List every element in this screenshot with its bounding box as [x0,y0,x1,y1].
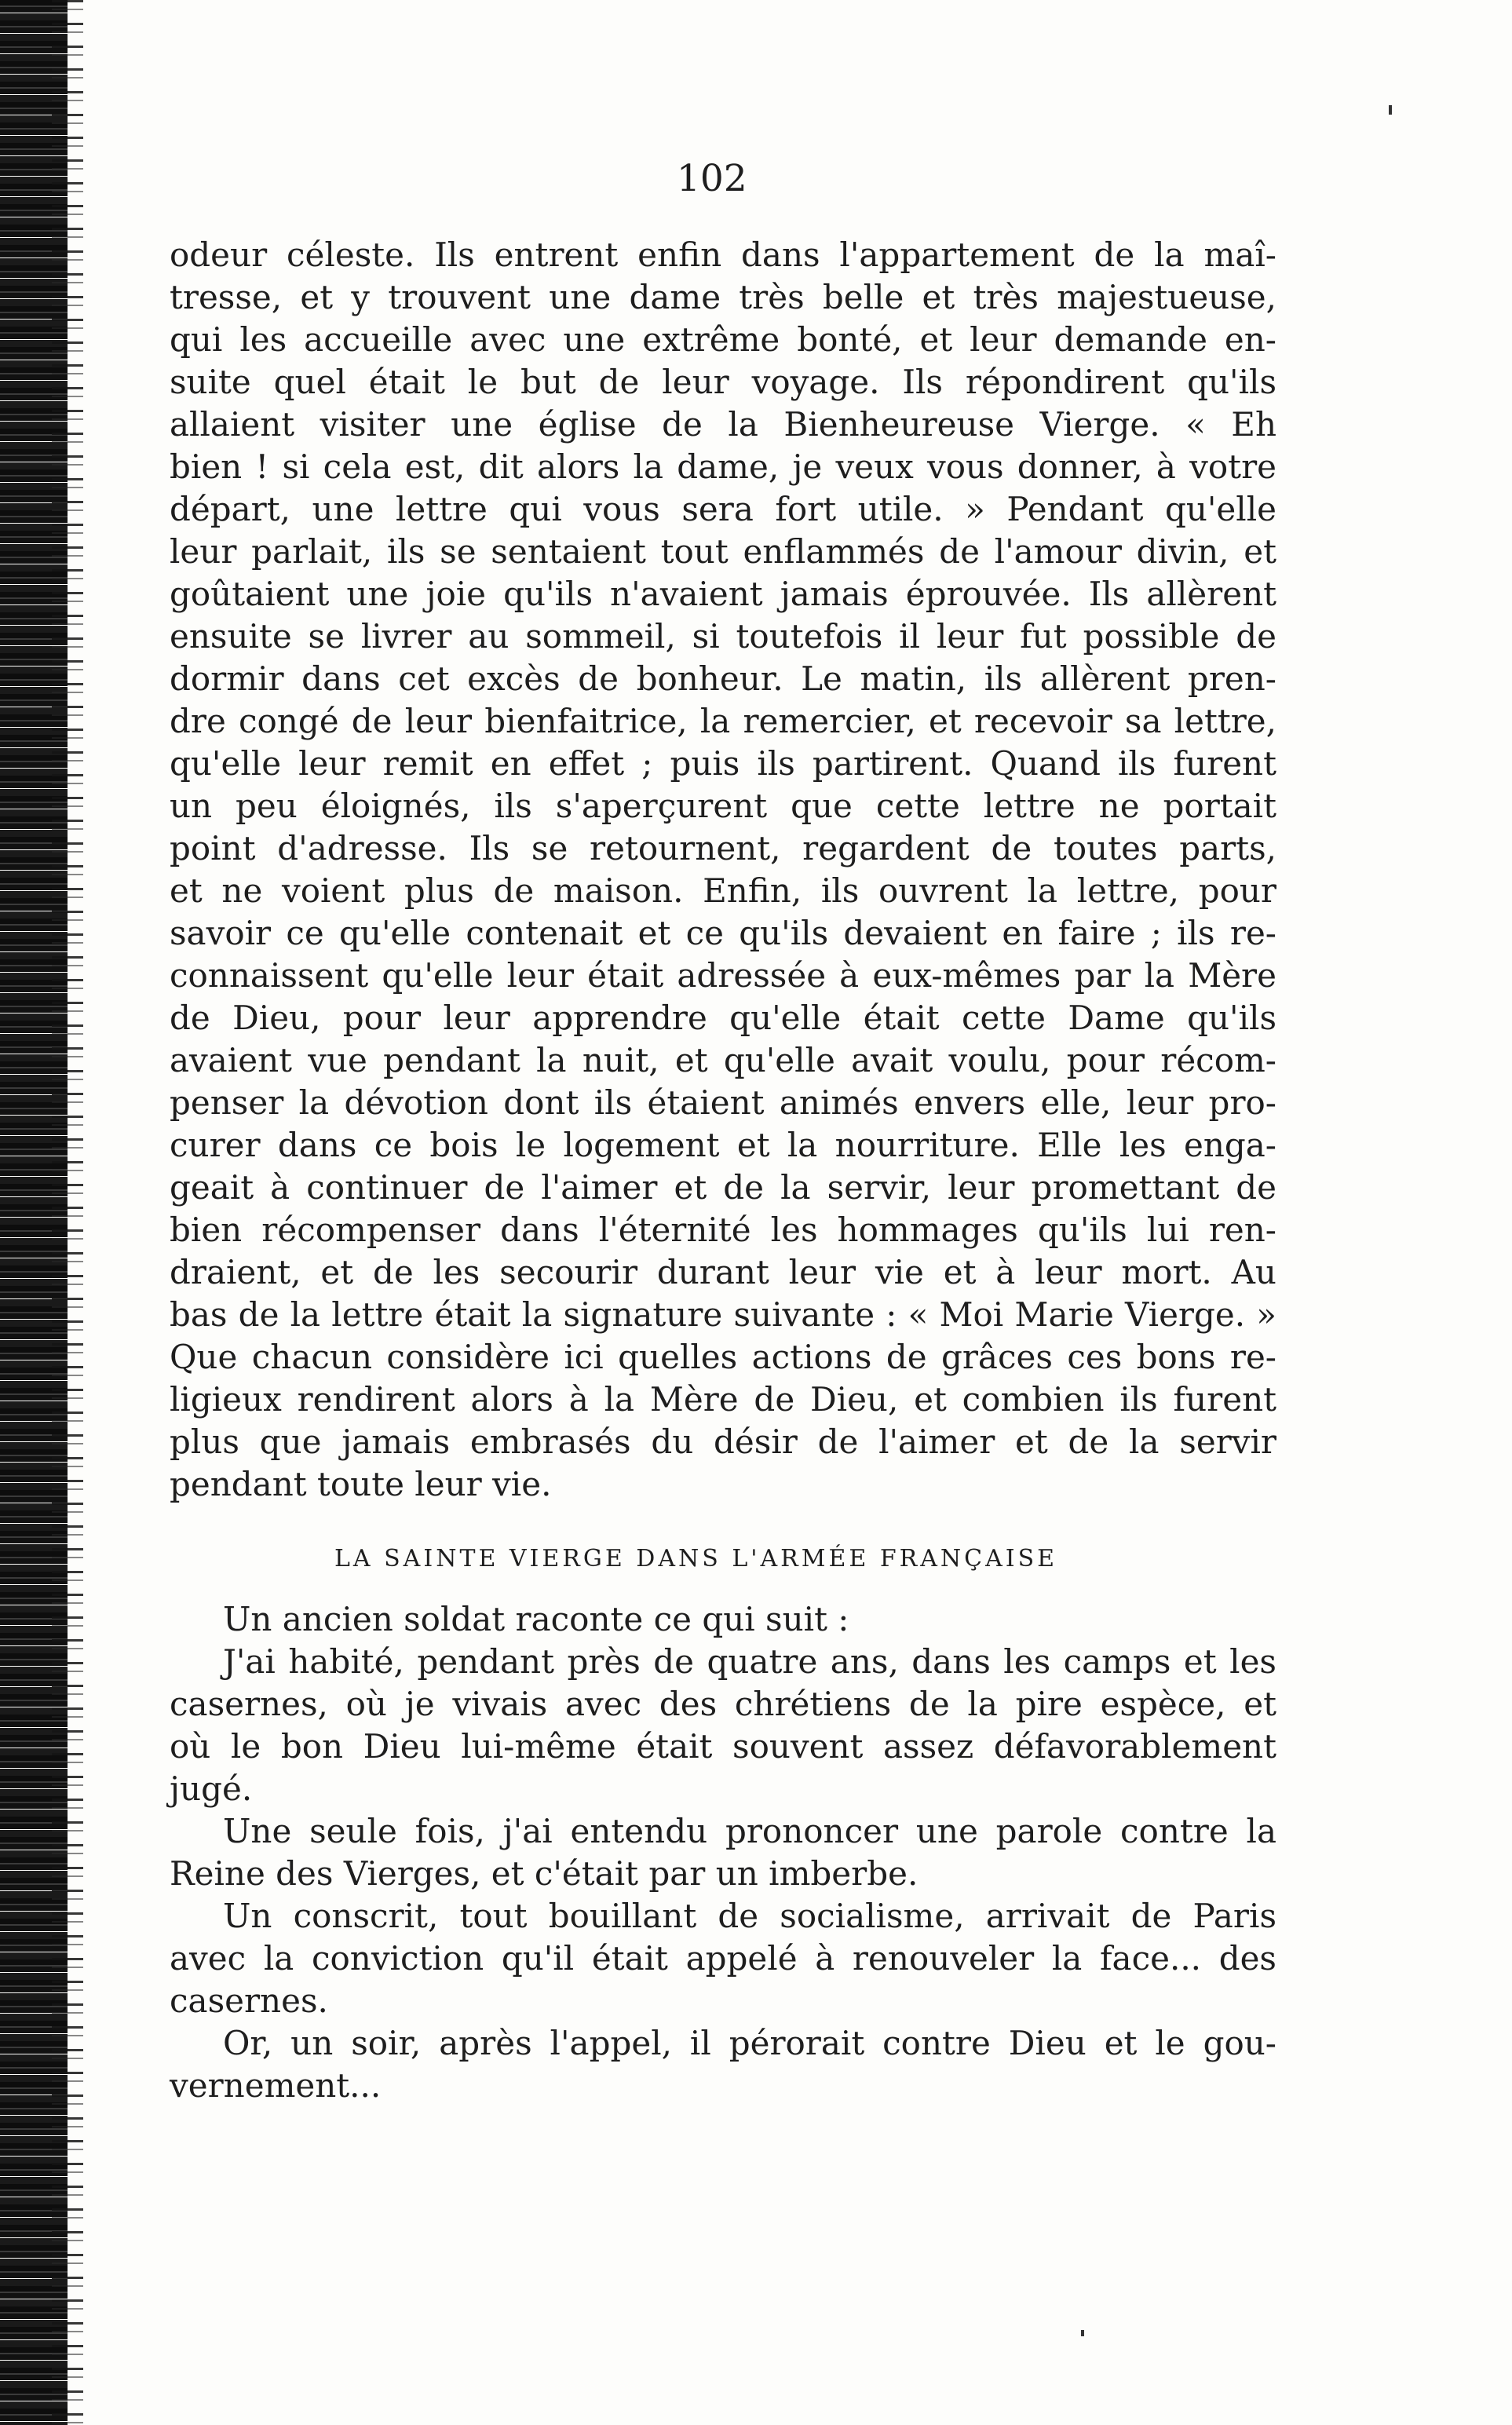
scan-speck [1389,105,1392,115]
paragraph-start: J'ai habité, pendant près de quatre ans, dans les camps et les [223,1642,1276,1681]
text-line: goûtaient une joie qu'ils n'avaient jamais éprouvée. Ils allèrent [170,575,1276,613]
page-number: 102 [677,157,747,200]
paragraph-start: Une seule fois, j'ai entendu prononcer une parole contre la [223,1812,1276,1850]
text-line: tresse, et y trouvent une dame très belle et très majestueuse, [170,278,1276,316]
paragraph-start: Or, un soir, après l'appel, il pérorait contre Dieu et le gou- [223,2024,1276,2062]
text-line: draient, et de les secourir durant leur vie et à leur mort. Au [170,1253,1276,1291]
text-line: bas de la lettre était la signature suivante : « Moi Marie Vierge. » [170,1295,1276,1334]
paragraph-start: Un ancien soldat raconte ce qui suit : [223,1600,849,1638]
text-line: curer dans ce bois le logement et la nourriture. Elle les enga- [170,1126,1276,1164]
text-line: dre congé de leur bienfaitrice, la remercier, et recevoir sa lettre, [170,702,1276,740]
section-heading: LA SAINTE VIERGE DANS L'ARMÉE FRANÇAISE [334,1545,1058,1572]
text-line: ensuite se livrer au sommeil, si toutefois il leur fut possible de [170,617,1276,656]
text-line: connaissent qu'elle leur était adressée à eux-mêmes par la Mère [170,956,1276,995]
text-line-last: pendant toute leur vie. [170,1465,552,1503]
text-line: qu'elle leur remit en effet ; puis ils partirent. Quand ils furent [170,744,1276,783]
text-line: avaient vue pendant la nuit, et qu'elle avait voulu, pour récom- [170,1041,1276,1079]
text-line: allaient visiter une église de la Bienheureuse Vierge. « Eh [170,405,1276,444]
text-line: casernes, où je vivais avec des chrétiens de la pire espèce, et [170,1685,1276,1723]
text-line-last: jugé. [170,1769,253,1808]
text-line: ligieux rendirent alors à la Mère de Dieu, et combien ils furent [170,1380,1276,1419]
text-line: plus que jamais embrasés du désir de l'aimer et de la servir [170,1422,1276,1461]
text-line: où le bon Dieu lui-même était souvent assez défavorablement [170,1727,1276,1766]
text-line: départ, une lettre qui vous sera fort utile. » Pendant qu'elle [170,490,1276,528]
text-line: savoir ce qu'elle contenait et ce qu'ils devaient en faire ; ils re- [170,914,1276,952]
text-line: penser la dévotion dont ils étaient animés envers elle, leur pro- [170,1083,1276,1122]
text-line: avec la conviction qu'il était appelé à renouveler la face... des [170,1939,1276,1978]
text-line: un peu éloignés, ils s'aperçurent que cette lettre ne portait [170,787,1276,825]
body-paragraph [170,234,1276,1506]
text-line: suite quel était le but de leur voyage. Ils répondirent qu'ils [170,363,1276,401]
text-line: geait à continuer de l'aimer et de la servir, leur promettant de [170,1168,1276,1207]
text-line-last: vernement... [170,2066,382,2105]
section-paragraphs [170,1598,1276,2107]
text-line: odeur céleste. Ils entrent enfin dans l'appartement de la maî- [170,236,1276,274]
paragraph-start: Un conscrit, tout bouillant de socialisme, arrivait de Paris [223,1897,1276,1935]
text-line: bien ! si cela est, dit alors la dame, je veux vous donner, à votre [170,447,1276,486]
text-line: point d'adresse. Ils se retournent, regardent de toutes parts, [170,829,1276,867]
text-line: dormir dans cet excès de bonheur. Le matin, ils allèrent pren- [170,659,1276,698]
scan-speck [1081,2330,1084,2336]
text-line-last: Reine des Vierges, et c'était par un imberbe. [170,1854,919,1893]
text-line: bien récompenser dans l'éternité les hommages qu'ils lui ren- [170,1211,1276,1249]
text-line: qui les accueille avec une extrême bonté, et leur demande en- [170,320,1276,359]
text-line: et ne voient plus de maison. Enfin, ils ouvrent la lettre, pour [170,871,1276,910]
text-line: Que chacun considère ici quelles actions de grâces ces bons re- [170,1338,1276,1376]
binding-fray [52,0,83,2425]
text-line: leur parlait, ils se sentaient tout enflammés de l'amour divin, et [170,532,1276,571]
text-line: de Dieu, pour leur apprendre qu'elle était cette Dame qu'ils [170,999,1276,1037]
text-line-last: casernes. [170,1981,328,2020]
